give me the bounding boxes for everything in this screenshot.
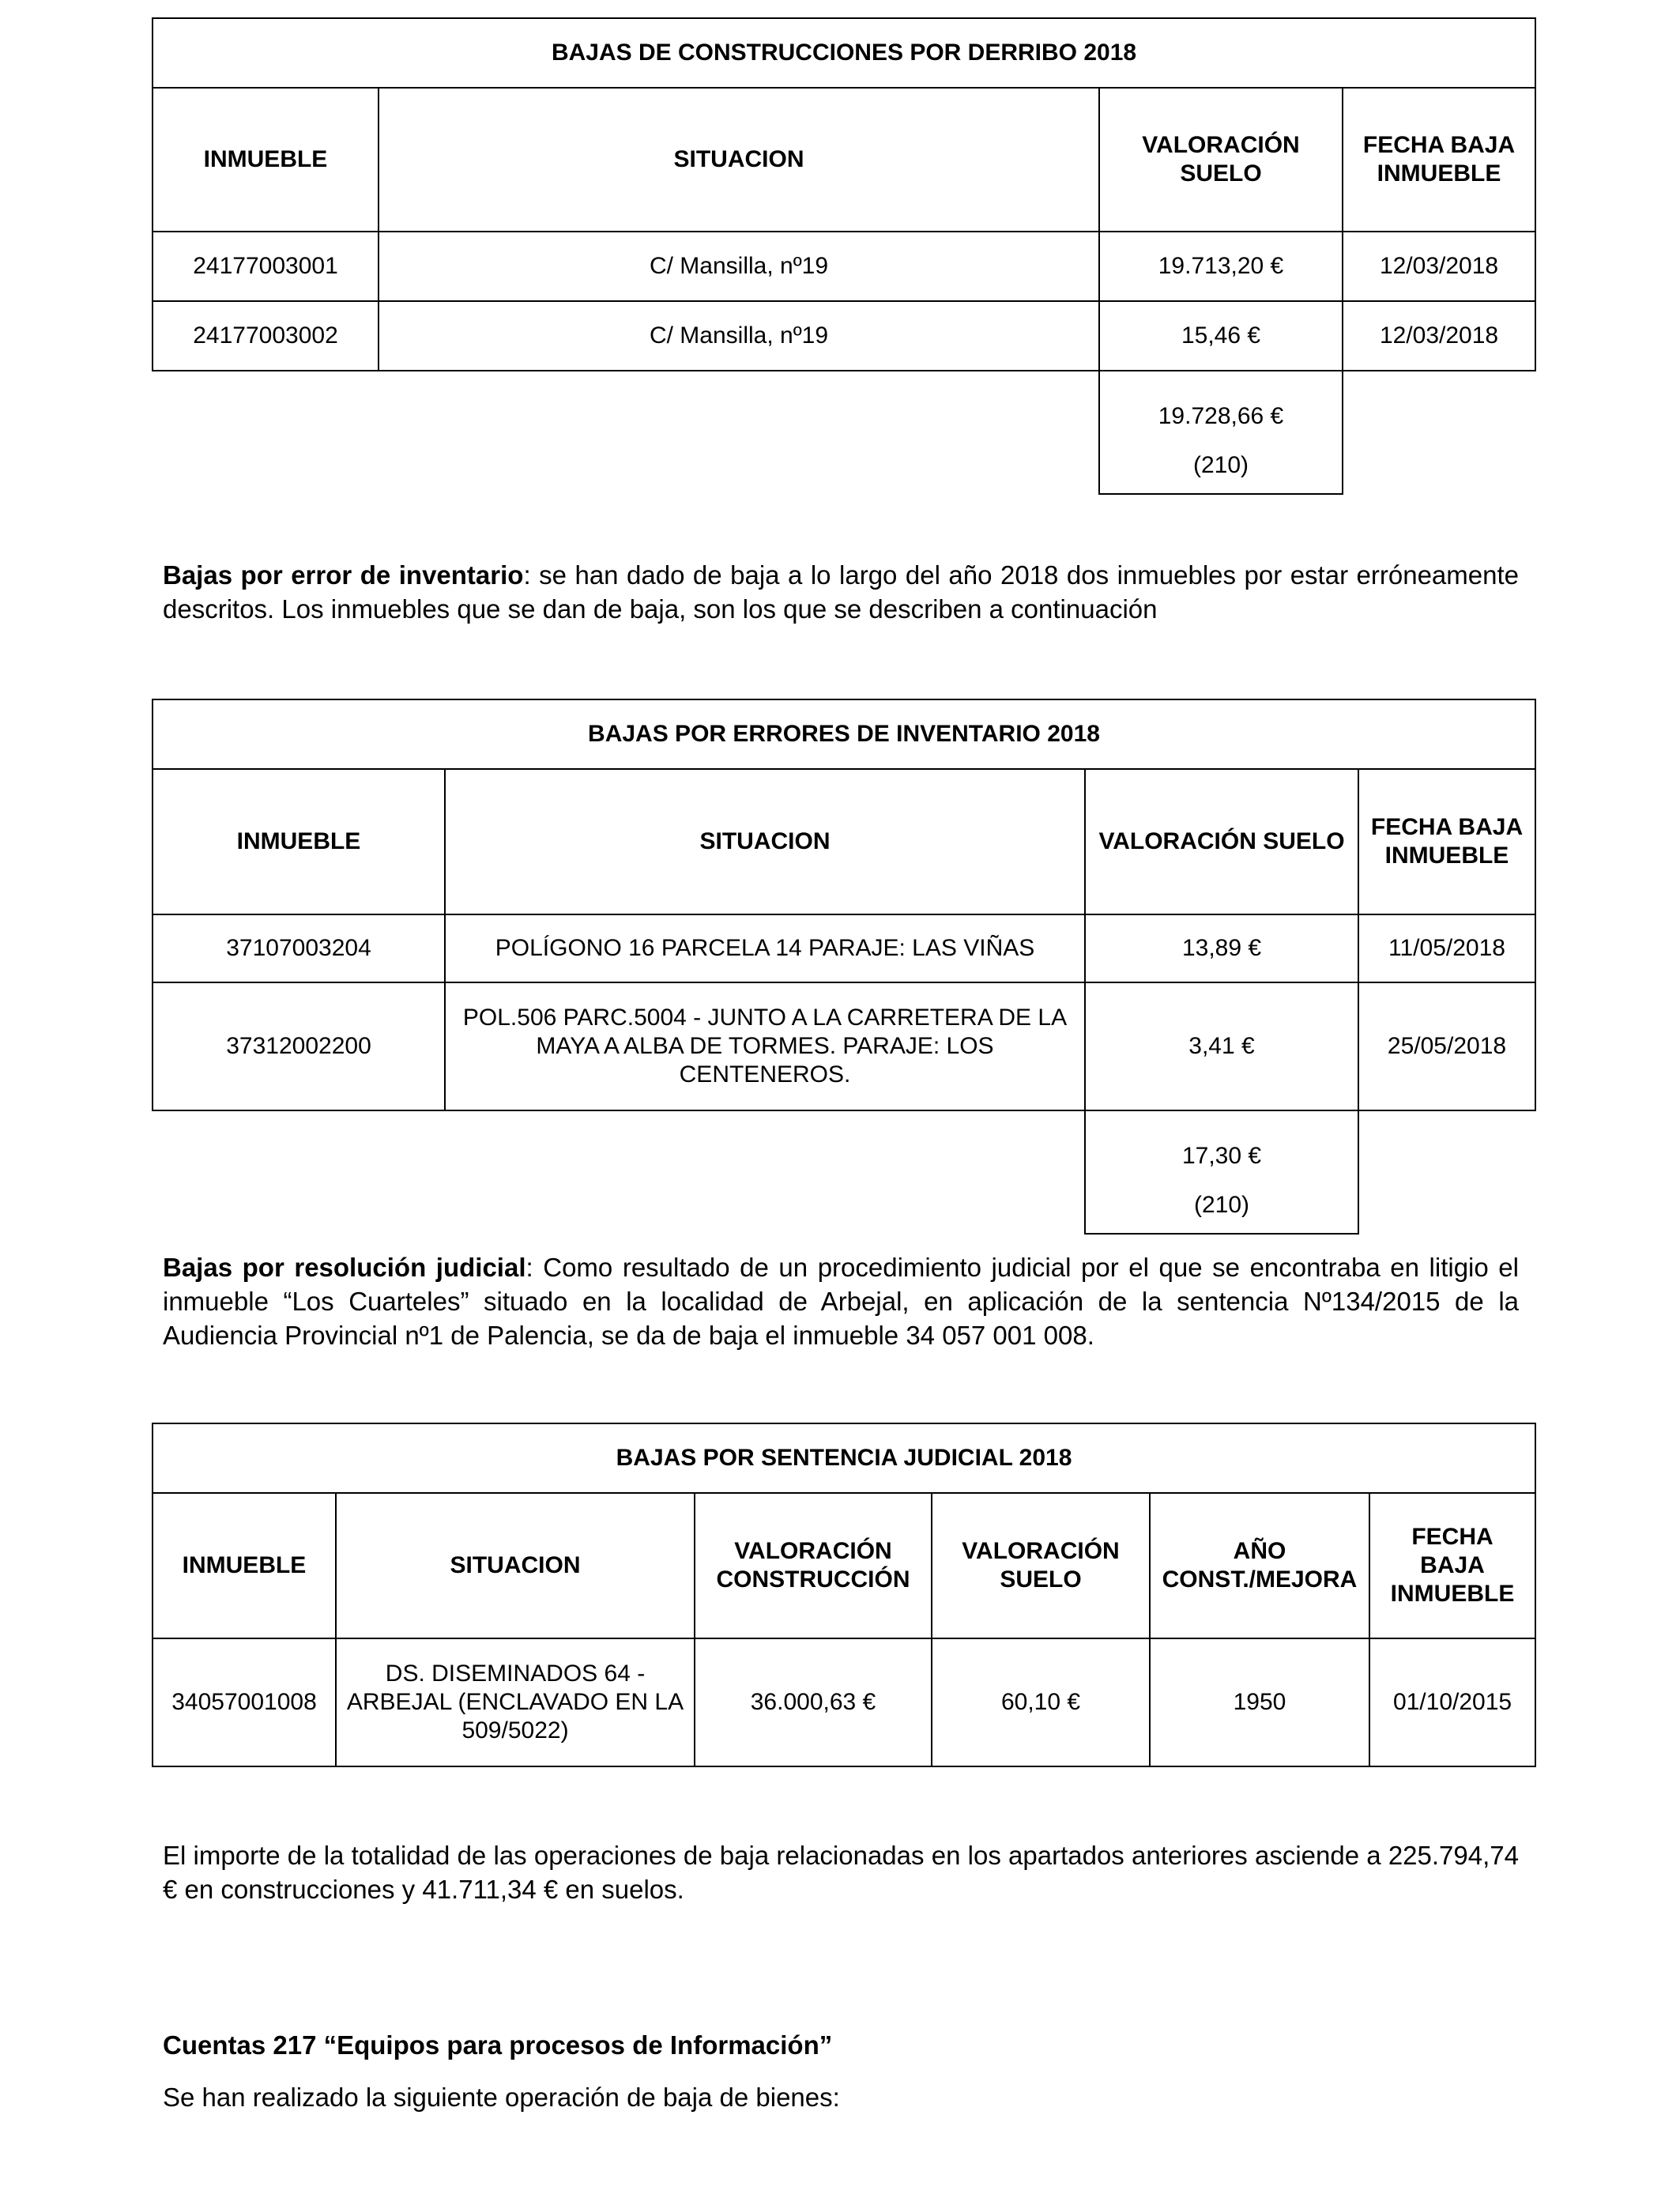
- paragraph-heading: Bajas por error de inventario: [163, 560, 524, 590]
- paragraph-error-inventario: [163, 558, 1519, 626]
- table-cell: DS. DISEMINADOS 64 - ARBEJAL (ENCLAVADO EN LA 509/5022): [336, 1638, 695, 1766]
- section-heading: Cuentas 217 “Equipos para procesos de Información”: [163, 2030, 833, 2060]
- table-cell: 37107003204: [153, 914, 445, 982]
- table-bajas-derribo: [152, 17, 1536, 495]
- table-cell: 12/03/2018: [1343, 232, 1535, 301]
- table-cell: POL.506 PARC.5004 - JUNTO A LA CARRETERA DE LA MAYA A ALBA DE TORMES. PARAJE: LOS CENTENEROS.: [445, 982, 1085, 1110]
- column-header: SITUACION: [379, 88, 1099, 232]
- column-header: VALORACIÓN SUELO: [1085, 769, 1358, 914]
- total-cell: [1099, 371, 1343, 494]
- table-cell: POLÍGONO 16 PARCELA 14 PARAJE: LAS VIÑAS: [445, 914, 1085, 982]
- total-value: 17,30 €: [1181, 1143, 1262, 1169]
- column-header: INMUEBLE: [153, 769, 445, 914]
- table-cell: 01/10/2015: [1369, 1638, 1535, 1766]
- column-header: SITUACION: [445, 769, 1085, 914]
- paragraph-heading: Bajas por resolución judicial: [163, 1253, 526, 1282]
- paragraph-operacion-baja: Se han realizado la siguiente operación de baja de bienes:: [163, 2083, 840, 2112]
- table-cell: 24177003002: [153, 301, 379, 371]
- column-header: INMUEBLE: [153, 88, 379, 232]
- table-cell: 60,10 €: [932, 1638, 1150, 1766]
- column-header: VALORACIÓN SUELO: [1099, 88, 1343, 232]
- table-cell: C/ Mansilla, nº19: [379, 232, 1099, 301]
- column-header: SITUACION: [336, 1493, 695, 1638]
- total-account: (210): [1193, 1192, 1250, 1218]
- table-cell: 12/03/2018: [1343, 301, 1535, 371]
- table-cell: 13,89 €: [1085, 914, 1358, 982]
- table-cell: 36.000,63 €: [695, 1638, 932, 1766]
- table-row: [153, 232, 1535, 301]
- table-cell: 15,46 €: [1099, 301, 1343, 371]
- table-cell: 25/05/2018: [1358, 982, 1535, 1110]
- paragraph-body: : Como resultado de un procedimiento judicial por el que se encontraba en litigio el inmueble “Los Cuarteles” situado en la localidad de Arbejal, en aplicación de la sentencia Nº134/2015 de la Audiencia Provincial nº1 de Palencia, se da de baja el inmueble 34 057 001 008.: [163, 1253, 1519, 1350]
- table-title: BAJAS POR SENTENCIA JUDICIAL 2018: [153, 1423, 1535, 1493]
- table-title: BAJAS DE CONSTRUCCIONES POR DERRIBO 2018: [153, 18, 1535, 88]
- paragraph-resolucion-judicial: [163, 1250, 1519, 1352]
- paragraph-importe-total: El importe de la totalidad de las operaciones de baja relacionadas en los apartados anteriores asciende a 225.794,74 € en construcciones y 41.711,34 € en suelos.: [163, 1841, 1519, 1904]
- table-cell: 24177003001: [153, 232, 379, 301]
- paragraph-body: : se han dado de baja a lo largo del año 2018 dos inmuebles por estar erróneamente descritos. Los inmuebles que se dan de baja, son los que se describen a continuación: [163, 560, 1520, 624]
- total-account: (210): [1192, 452, 1249, 478]
- table-row: [153, 1638, 1535, 1766]
- table-bajas-errores-inventario: [152, 699, 1536, 1235]
- table-cell: C/ Mansilla, nº19: [379, 301, 1099, 371]
- table-row: [153, 982, 1535, 1110]
- table-cell: 3,41 €: [1085, 982, 1358, 1110]
- table-row: [153, 301, 1535, 371]
- table-cell: 1950: [1150, 1638, 1369, 1766]
- column-header: FECHA BAJA INMUEBLE: [1358, 769, 1535, 914]
- column-header: FECHA BAJA INMUEBLE: [1369, 1493, 1535, 1638]
- total-row: [153, 1110, 1535, 1234]
- total-value: 19.728,66 €: [1158, 403, 1284, 429]
- total-cell: [1085, 1110, 1358, 1234]
- table-cell: 19.713,20 €: [1099, 232, 1343, 301]
- table-cell: 37312002200: [153, 982, 445, 1110]
- table-cell: 34057001008: [153, 1638, 336, 1766]
- table-title: BAJAS POR ERRORES DE INVENTARIO 2018: [153, 699, 1535, 769]
- table-row: [153, 914, 1535, 982]
- column-header: AÑO CONST./MEJORA: [1150, 1493, 1369, 1638]
- column-header: INMUEBLE: [153, 1493, 336, 1638]
- total-row: [153, 371, 1535, 494]
- column-header: VALORACIÓN SUELO: [932, 1493, 1150, 1638]
- column-header: VALORACIÓN CONSTRUCCIÓN: [695, 1493, 932, 1638]
- table-cell: 11/05/2018: [1358, 914, 1535, 982]
- column-header: FECHA BAJA INMUEBLE: [1343, 88, 1535, 232]
- table-bajas-sentencia-judicial: [152, 1423, 1536, 1767]
